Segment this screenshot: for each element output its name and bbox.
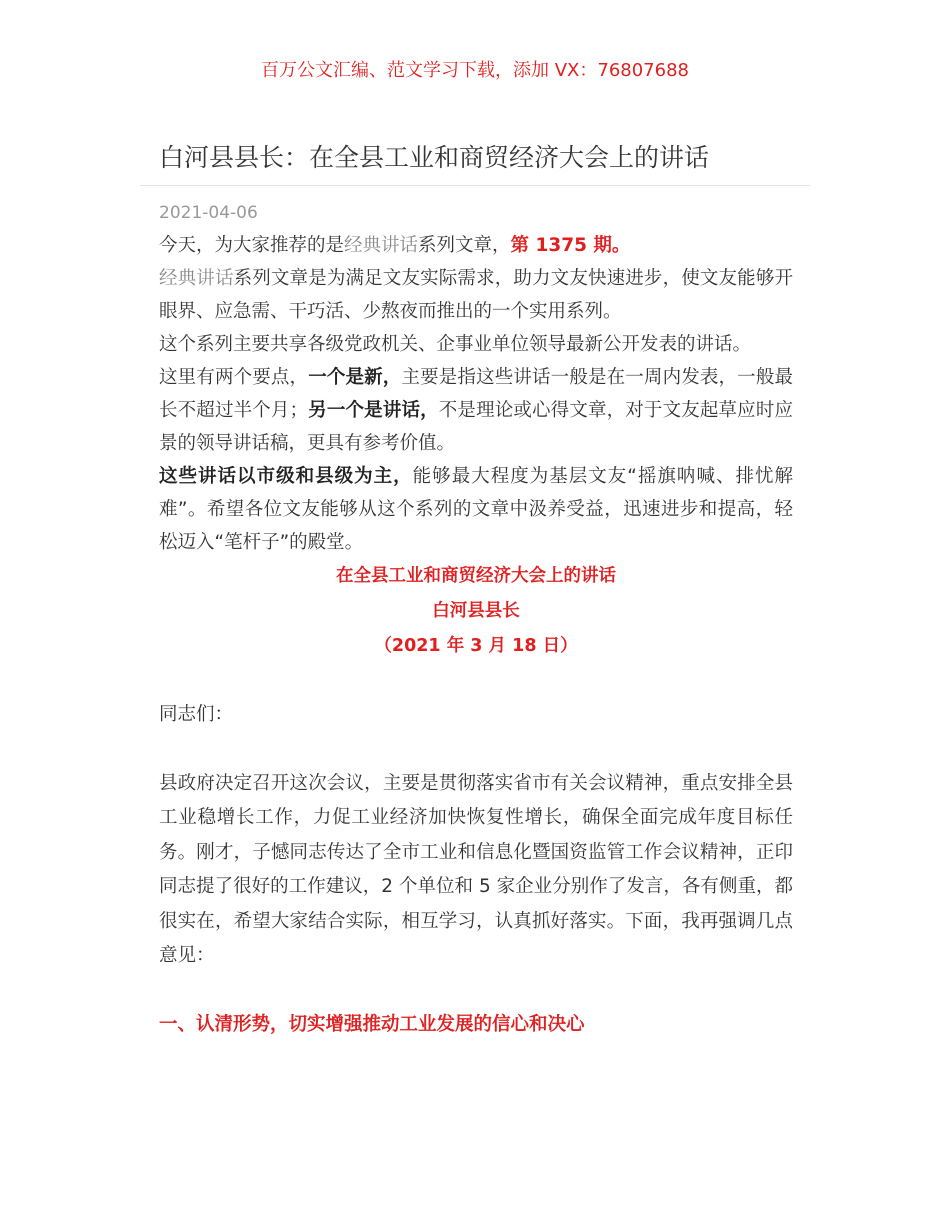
promo-banner: 百万公文汇编、范文学习下载，添加 VX：76807688: [261, 60, 689, 81]
series-name: 经典讲话: [159, 268, 234, 289]
bold-text: 一个是新，: [308, 367, 402, 388]
text: 今天，为大家推荐的是: [159, 235, 345, 256]
bold-text: 这些讲话以市级和县级为主，: [159, 466, 413, 487]
title-divider: [140, 185, 810, 186]
publish-date: 2021-04-06: [159, 203, 258, 223]
text: 这里有两个要点，: [159, 367, 309, 388]
text: 不是理论或心得文章，对于文友起草应时应景的领导讲话稿，更具有参考价值。: [159, 400, 793, 454]
article-body: [159, 229, 793, 1042]
text: 能够最大程度为基层文友“摇旗呐喊、排忧解难”。希望各位文友能够从这个系列的文章中汲养受益，迅速进步和提高，轻松迈入“笔杆子”的殿堂。: [159, 466, 793, 553]
bold-text: 另一个是讲话，: [308, 400, 439, 421]
salutation: 同志们：: [159, 704, 234, 725]
text: 系列文章是为满足文友实际需求，助力文友快速进步，使文友能够开眼界、应急需、干巧活、少熬夜而推出的一个实用系列。: [159, 268, 793, 322]
intro-paragraph-5: [159, 460, 793, 559]
series-name: 经典讲话: [344, 235, 419, 256]
speech-heading: 在全县工业和商贸经济大会上的讲话: [336, 566, 616, 586]
section-heading-1: 一、认清形势，切实增强推动工业发展的信心和决心: [159, 1013, 585, 1035]
issue-number: 第 1375 期。: [510, 235, 631, 256]
intro-paragraph-2: [159, 262, 793, 328]
intro-paragraph-1: [159, 229, 793, 262]
text: 系列文章，: [418, 235, 511, 256]
speech-paragraph: 县政府决定召开这次会议，主要是贯彻落实省市有关会议精神，重点安排全县工业稳增长工作，力促工业经济加快恢复性增长，确保全面完成年度目标任务。刚才，子憾同志传达了全市工业和信息化暨国资监管工作会议精神，正印同志提了很好的工作建议，2 个单位和 5 家企业分别作了发言，各有侧重，都很实在，希望大家结合实际，相互学习，认真抓好落实。下面，我再强调几点意见：: [159, 772, 793, 966]
page-title: 白河县县长：在全县工业和商贸经济大会上的讲话: [159, 143, 710, 172]
speech-speaker: 白河县县长: [432, 601, 520, 621]
intro-paragraph-4: [159, 361, 793, 460]
intro-paragraph-3: 这个系列主要共享各级党政机关、企事业单位领导最新公开发表的讲话。: [159, 334, 752, 355]
text: 主要是指这些讲话一般是在一周内发表，一般最长不超过半个月；: [159, 367, 793, 421]
speech-date: （2021 年 3 月 18 日）: [374, 636, 578, 656]
